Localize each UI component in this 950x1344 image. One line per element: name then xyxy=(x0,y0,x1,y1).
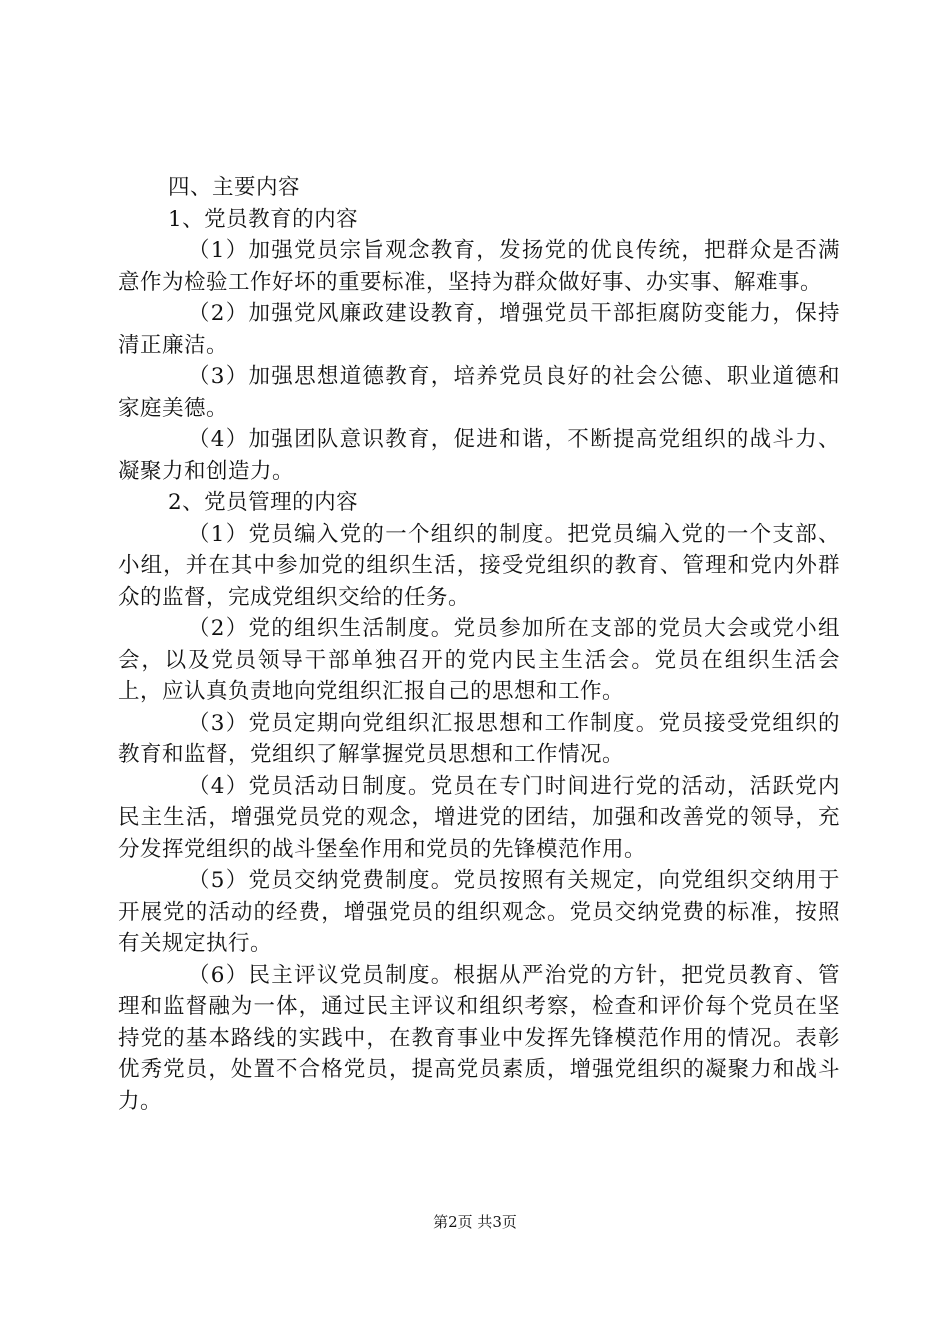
paragraph: （5）党员交纳党费制度。党员按照有关规定，向党组织交纳用于开展党的活动的经费，增强党员的组织观念。党员交纳党费的标准，按照有关规定执行。 xyxy=(118,868,840,956)
paragraph: （1）加强党员宗旨观念教育，发扬党的优良传统，把群众是否满意作为检验工作好坏的重要标准，坚持为群众做好事、办实事、解难事。 xyxy=(118,238,840,295)
paragraph: （4）加强团队意识教育，促进和谐，不断提高党组织的战斗力、凝聚力和创造力。 xyxy=(118,427,840,484)
paragraph: （1）党员编入党的一个组织的制度。把党员编入党的一个支部、小组，并在其中参加党的组织生活，接受党组织的教育、管理和党内外群众的监督，完成党组织交给的任务。 xyxy=(118,521,840,610)
paragraph: （6）民主评议党员制度。根据从严治党的方针，把党员教育、管理和监督融为一体，通过民主评议和组织考察，检查和评价每个党员在坚持党的基本路线的实践中，在教育事业中发挥先锋模范作用的情况。表彰优秀党员，处置不合格党员，提高党员素质，增强党组织的凝聚力和战斗力。 xyxy=(118,962,840,1114)
paragraph: （3）党员定期向党组织汇报思想和工作制度。党员接受党组织的教育和监督，党组织了解掌握党员思想和工作情况。 xyxy=(118,710,840,767)
subsection-heading-management: 2、党员管理的内容 xyxy=(168,490,359,515)
subsection-heading-education: 1、党员教育的内容 xyxy=(168,206,359,232)
paragraph: （2）加强党风廉政建设教育，增强党员干部拒腐防变能力，保持清正廉洁。 xyxy=(118,301,840,358)
page-number: 第2页 xyxy=(433,1213,473,1231)
section-heading: 四、主要内容 xyxy=(168,175,301,200)
paragraph: （4）党员活动日制度。党员在专门时间进行党的活动，活跃党内民主生活，增强党员党的观念，增进党的团结，加强和改善党的领导，充分发挥党组织的战斗堡垒作用和党员的先锋模范作用。 xyxy=(118,773,840,862)
paragraph: （2）党的组织生活制度。党员参加所在支部的党员大会或党小组会，以及党员领导干部单独召开的党内民主生活会。党员在组织生活会上，应认真负责地向党组织汇报自己的思想和工作。 xyxy=(118,616,840,704)
page-footer xyxy=(0,1212,950,1232)
document-body xyxy=(118,172,840,1117)
page-total: 共3页 xyxy=(477,1213,517,1231)
paragraph: （3）加强思想道德教育，培养党员良好的社会公德、职业道德和家庭美德。 xyxy=(118,364,840,421)
